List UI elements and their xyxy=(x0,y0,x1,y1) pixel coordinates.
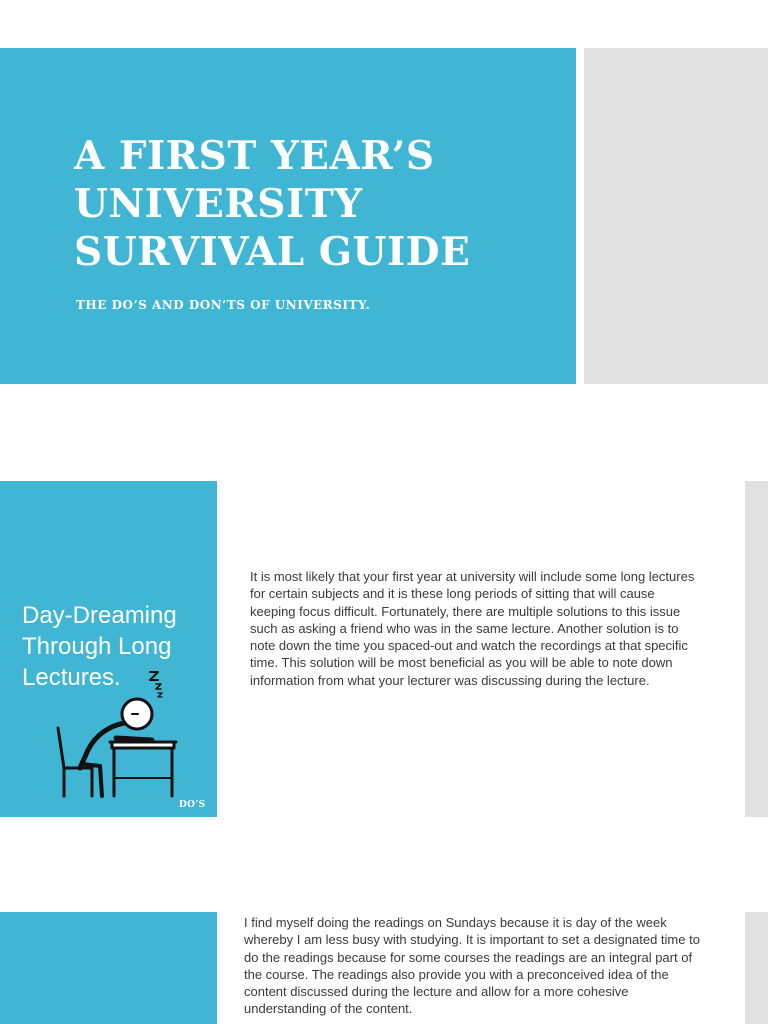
slide-2-tag: DO’S xyxy=(179,800,206,810)
slide-2-body-text: It is most likely that your first year at university will include some long lectures for certain subjects and it is these long periods of sitting that will cause keeping focus difficult. Fortunately, there are multiple solutions to this issue such as asking a friend who was in the same lecture. Another solution is to note down the time you spaced-out and watch the recordings at that specific time. This solution will be most beneficial as you will be able to note down information from what your lecturer was discussing during the lecture. xyxy=(250,569,695,688)
title-slide-side-panel xyxy=(584,48,768,384)
slide-3-side-panel xyxy=(745,912,768,1024)
slide-2-heading: Day-Dreaming Through Long Lectures. xyxy=(22,602,177,691)
slide-3-body-text: I find myself doing the readings on Sundays because it is day of the week whereby I am less busy with studying. It is important to set a designated time to do the readings because for some courses the readings are an integral part of the course. The readings also provide you with a preconceived idea of the content discussed during the lecture and allow for a more cohesive understanding of the content. xyxy=(244,915,700,1017)
document-title: A FIRST YEAR’S UNIVERSITY SURVIVAL GUIDE xyxy=(74,133,471,275)
slide-2-side-panel xyxy=(745,481,768,817)
slide-3-header-panel xyxy=(0,912,217,1024)
sleeping-student-at-desk-icon xyxy=(52,668,182,803)
document-subtitle: THE DO’S AND DON’TS OF UNIVERSITY. xyxy=(76,298,371,312)
